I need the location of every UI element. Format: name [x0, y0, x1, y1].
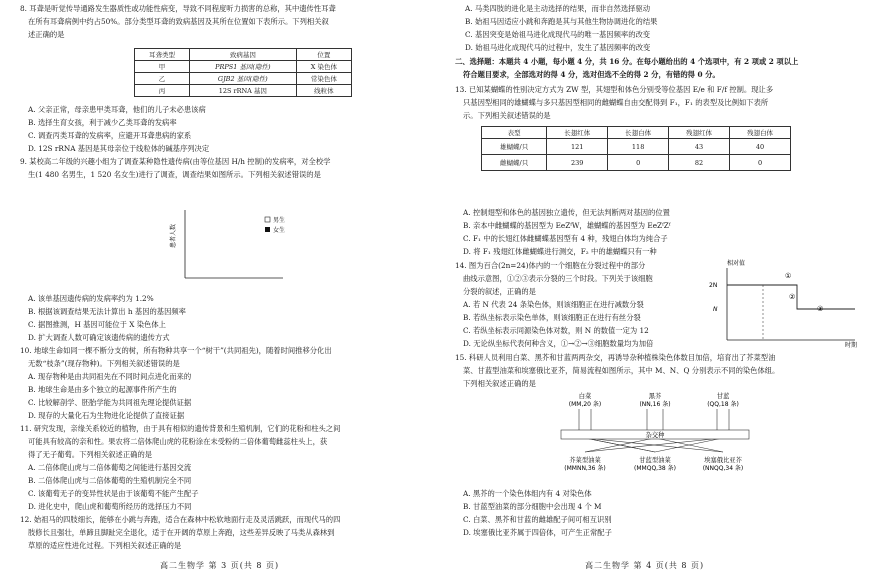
question-8-line-2: 在所有耳聋病例中约占50%。部分类型耳聋的致病基因及其所在位置如下表所示。下列相关叙: [28, 17, 329, 26]
table-header: 残翅红体: [669, 127, 730, 139]
table-cell: 线粒体: [296, 85, 351, 97]
legend-male: 男生: [273, 217, 286, 224]
table-cell: PRPS1 基因(隐性): [189, 61, 296, 73]
q15-option-b: B. 甘蓝型油菜的部分细胞中会出现 4 个 M: [463, 502, 602, 511]
table-header: 长翅红体: [547, 127, 608, 139]
page-footer-left: 高二生物学 第 3 页(共 8 页): [160, 561, 280, 570]
survey-bar-chart: [165, 206, 315, 296]
q15-option-c: C. 白菜、黑芥和甘蓝的雌雄配子间可相互识别: [463, 515, 612, 524]
question-12-line-2: 肢修长且强壮，单蹄且脚趾完全退化，适于在开阔的草原上奔跑，这些差异反映了马类从森林到: [28, 528, 335, 537]
hybrid-label: 杂交种: [645, 432, 665, 439]
q9-option-a: A. 该单基因遗传病的发病率约为 1.2%: [28, 294, 154, 303]
question-14-line-1: 14. 图为百合(2n=24)体内的一个细胞在分裂过程中的部分: [455, 261, 646, 270]
q11-option-a: A. 二倍体爬山虎与二倍体葡萄之间能进行基因交流: [28, 463, 192, 472]
right-page: [435, 0, 870, 578]
table-cell: 常染色体: [296, 73, 351, 85]
table-cell: 12S rRNA 基因: [189, 85, 296, 97]
section-2-heading: 二、选择题：本题共 4 小题，每小题 4 分，共 16 分。在每小题给出的 4 个选项中，有 2 项或 2 项以上: [455, 57, 799, 66]
legend-female-swatch: [265, 227, 270, 232]
q14-option-d: D. 无论纵坐标代表何种含义，①→②→③细胞数量均为加倍: [463, 339, 654, 348]
page-footer-right: 高二生物学 第 4 页(共 8 页): [585, 561, 705, 570]
question-9-line-1: 9. 某校高二年级的兴趣小组为了调查某种隐性遗传病(由等位基因 H/h 控制)的发病率，对全校学: [20, 157, 331, 166]
q10-option-c: C. 比较解剖学、胚胎学能为共同祖先理论提供证据: [28, 398, 192, 407]
q9-option-b: B. 根据该调查结果无法计算出 h 基因的基因频率: [28, 307, 186, 316]
deafness-table: [134, 48, 352, 97]
q11-option-b: B. 二倍体爬山虎与二倍体葡萄的生殖机制完全不同: [28, 476, 192, 485]
question-13-line-2: 只基因型相同的雄蝴蝶与多只基因型相同的雌蝴蝶自由交配得到 F₁，F₁ 的表型及比例如下表所: [463, 98, 769, 107]
question-11-line-2: 可能具有较高的亲和性。果农将二倍体爬山虎的花粉涂在未受粉的二倍体葡萄雌蕊柱头上，获: [28, 437, 328, 446]
stage-1-label: ①: [785, 272, 792, 280]
question-12-line-1: 12. 始祖马的四肢细长，能够在小跳与奔跑，适合在森林中松软地面行走及灵活跳跃，而现代马的四: [20, 515, 341, 524]
question-14-line-3: 分裂的叙述，正确的是: [463, 287, 536, 296]
question-9-line-2: 生(1 480 名男生，1 520 名女生)进行了调查，调查结果如图所示。下列相关叙述错误的是: [28, 170, 321, 179]
q15-option-d: D. 埃塞俄比亚芥属于四倍体，可产生正常配子: [463, 528, 612, 537]
question-15-line-2: 菜、甘蓝型油菜和埃塞俄比亚芥，简易流程如图所示，其中 M、N、Q 分别表示不同的染色体组。: [463, 366, 780, 375]
table-header: 长翅白体: [608, 127, 669, 139]
q15-option-a: A. 黑芥的一个染色体组内有 4 对染色体: [463, 489, 592, 498]
q13-option-a: A. 控制翅型和体色的基因独立遗传，但无法判断两对基因的位置: [463, 208, 670, 217]
q8-option-c: C. 调查丙类耳聋的发病率，应避开耳聋患病的家系: [28, 131, 192, 140]
q11-option-c: C. 该葡萄无子的变异性状是由于该葡萄不能产生配子: [28, 489, 199, 498]
table-cell: 丙: [135, 85, 190, 97]
q9-option-c: C. 据图推测，H 基因可能位于 X 染色体上: [28, 320, 166, 329]
q10-option-b: B. 地球生命是由多个独立的起源事件所产生的: [28, 385, 177, 394]
legend-female: 女生: [273, 227, 286, 234]
table-header: 致病基因: [189, 49, 296, 61]
q12-option-c: C. 基因突变是始祖马进化成现代马的唯一基因频率的改变: [465, 30, 651, 39]
q13-option-b: B. 亲本中雌蝴蝶的基因型为 EeZᶠW，雄蝴蝶的基因型为 EeZᶠZᶠ: [463, 221, 671, 230]
question-15-line-3: 下列相关叙述正确的是: [463, 379, 536, 388]
q14-option-c: C. 若纵坐标表示同源染色体对数，则 N 的数值一定为 12: [463, 326, 649, 335]
table-cell: 雄蝴蝶/只: [482, 139, 547, 155]
parent-heijie-genome: (NN,16 条): [639, 401, 671, 408]
child-ganlanxing: 甘蓝型油菜: [639, 457, 671, 464]
q10-option-d: D. 现存的大量化石为生物进化论提供了直接证据: [28, 411, 185, 420]
child-jiecai-genome: (MMNN,36 条): [564, 465, 606, 472]
child-aisai-genome: (NNQQ,34 条): [702, 465, 744, 472]
table-cell: 43: [669, 139, 730, 155]
question-8-line-1: 8. 耳聋是听觉传导通路发生器质性或功能性病变，导致不同程度听力损害的总称，其中遗传性耳聋: [20, 4, 336, 13]
parent-baicai-genome: (MM,20 条): [568, 401, 602, 408]
q9-option-d: D. 扩大调查人数可确定该遗传病的遗传方式: [28, 333, 170, 342]
question-13-line-1: 13. 已知某蝴蝶的性别决定方式为 ZW 型，其翅型和体色分别受等位基因 E/e 和 F/f 控制。现让多: [455, 85, 774, 94]
parent-ganlan-genome: (QQ,18 条): [707, 401, 739, 408]
question-14-line-2: 曲线示意图，①②③表示分裂的三个时段。下列关于该细胞: [463, 274, 653, 283]
stage-2-label: ②: [789, 293, 796, 301]
table-header: 位置: [296, 49, 351, 61]
curve-xlabel: 时期: [845, 342, 858, 348]
table-cell: 40: [730, 139, 791, 155]
question-11-line-1: 11. 研究发现，亲缘关系较近的植物，由于具有相似的遗传背景和生殖机制，它们的花粉和柱头之间: [20, 424, 341, 433]
q12-option-a: A. 马类四肢的进化是主动选择的结果，而非自然选择驱动: [465, 4, 651, 13]
tick-n: N: [713, 306, 718, 313]
table-cell: 0: [730, 155, 791, 171]
table-cell: 乙: [135, 73, 190, 85]
q12-option-d: D. 始祖马进化成现代马的过程中，发生了基因频率的改变: [465, 43, 651, 52]
table-header: 表型: [482, 127, 547, 139]
q10-option-a: A. 现存物种是由共同祖先在不同时间点进化而来的: [28, 372, 192, 381]
division-curve-chart: [705, 256, 865, 348]
question-11-line-3: 得了无子葡萄。下列相关叙述正确的是: [28, 450, 153, 459]
table-cell: 甲: [135, 61, 190, 73]
q12-option-b: B. 始祖马因适应小跳和奔跑是其与其他生物协调进化的结果: [465, 17, 658, 26]
q14-option-b: B. 若纵坐标表示染色单体，则该细胞正在进行有丝分裂: [463, 313, 641, 322]
question-13-line-3: 示。下列相关叙述错误的是: [463, 111, 551, 120]
hybridization-diagram: [555, 390, 755, 488]
table-cell: 82: [669, 155, 730, 171]
chart-ylabel: 患者人数: [170, 223, 177, 249]
q13-option-c: C. F₁ 中的长翅红体雌蝴蝶基因型有 4 种，残翅白体均为纯合子: [463, 234, 668, 243]
table-header: 残翅白体: [730, 127, 791, 139]
q11-option-d: D. 进化史中，爬山虎和葡萄所经历的选择压力不同: [28, 502, 192, 511]
q8-option-a: A. 父亲正常，母亲患甲类耳聋，他们的儿子未必患该病: [28, 105, 206, 114]
q8-option-b: B. 选择生育女孩，利于减少乙类耳聋的发病率: [28, 118, 177, 127]
table-cell: 雌蝴蝶/只: [482, 155, 547, 171]
child-ganlanxing-genome: (MMQQ,38 条): [634, 465, 676, 472]
stage-3-label: ③: [817, 305, 824, 313]
tick-2n: 2N: [709, 282, 718, 289]
question-12-line-3: 草原的适应性进化过程。下列相关叙述正确的是: [28, 541, 182, 550]
child-jiecai: 芥菜型油菜: [569, 457, 601, 464]
parent-ganlan: 甘蓝: [716, 393, 730, 400]
question-15-line-1: 15. 科研人员利用白菜、黑芥和甘蓝两两杂交，再诱导杂种植株染色体数目加倍，培育出了芥菜型油: [455, 353, 776, 362]
table-cell: GJB2 基因(隐性): [189, 73, 296, 85]
butterfly-table: [481, 126, 791, 171]
table-cell: 0: [608, 155, 669, 171]
child-aisai: 埃塞俄比亚芥: [704, 457, 742, 464]
question-10-line-2: 无数“枝条”(现存物种)。下列相关叙述错误的是: [28, 359, 180, 368]
section-2-heading-line-2: 符合题目要求，全部选对的得 4 分，选对但选不全的得 2 分，有错的得 0 分。: [463, 70, 720, 79]
parent-baicai: 白菜: [578, 393, 592, 400]
q13-option-d: D. 将 F₁ 残翅红体雌蝴蝶进行测交，F₂ 中的雄蝴蝶只有一种: [463, 247, 657, 256]
table-cell: 121: [547, 139, 608, 155]
table-cell: X 染色体: [296, 61, 351, 73]
question-8-line-3: 述正确的是: [28, 30, 65, 39]
q14-option-a: A. 若 N 代表 24 条染色体，则该细胞正在进行减数分裂: [463, 300, 644, 309]
parent-heijie: 黑芥: [648, 393, 662, 400]
table-cell: 118: [608, 139, 669, 155]
q8-option-d: D. 12S rRNA 基因是其母亲位于线粒体的碱基序列决定: [28, 144, 210, 153]
table-cell: 239: [547, 155, 608, 171]
table-header: 耳聋类型: [135, 49, 190, 61]
legend-male-swatch: [265, 217, 270, 222]
question-10-line-1: 10. 地球生命如同一棵不断分支的树，所有物种共享一个“树干”(共同祖先)，随着时间推移分化出: [20, 346, 332, 355]
curve-ylabel: 相对值: [727, 260, 746, 267]
